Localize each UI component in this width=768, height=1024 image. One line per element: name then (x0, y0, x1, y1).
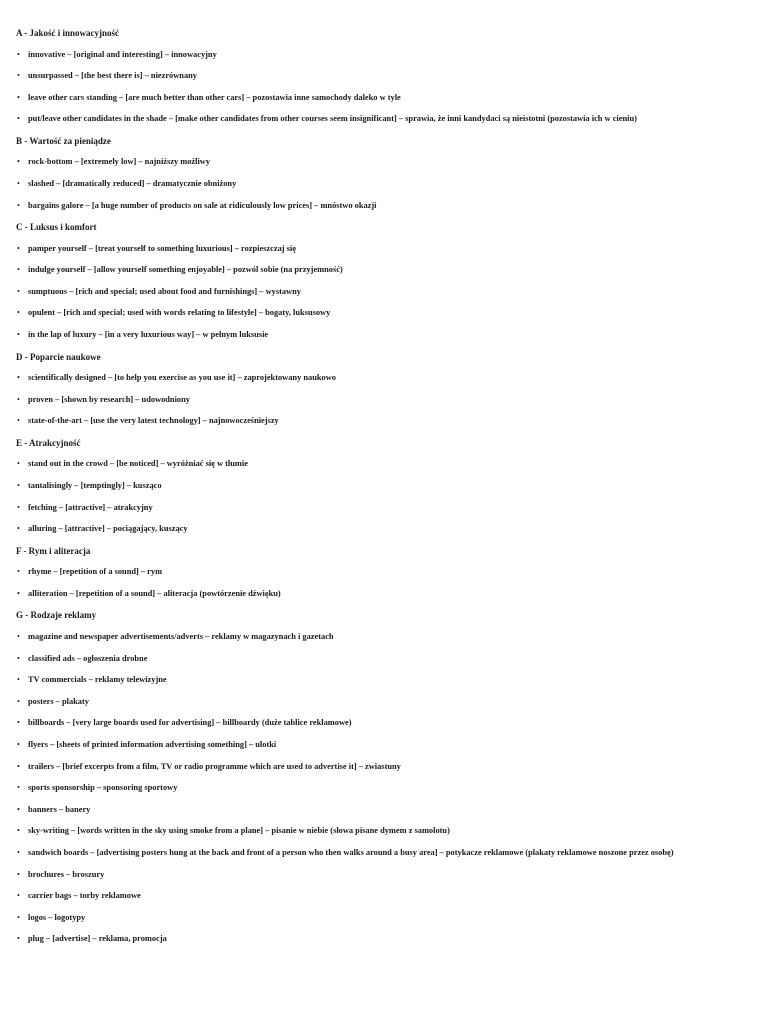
term-list (16, 458, 756, 535)
bullet-icon: • (17, 286, 20, 296)
bullet-icon: • (17, 502, 20, 512)
list-item-text: scientifically designed – [to help you exercise as you use it] – zaprojektowany naukowo (28, 373, 336, 383)
bullet-icon: • (17, 92, 20, 102)
list-item (16, 933, 756, 945)
list-item (16, 912, 756, 924)
list-item (16, 653, 756, 665)
list-item-text: slashed – [dramatically reduced] – dramatycznie obniżony (28, 178, 237, 188)
bullet-icon: • (17, 783, 20, 793)
section-c (16, 221, 756, 341)
section-b (16, 135, 756, 212)
term-list (16, 631, 756, 945)
list-item (16, 588, 756, 600)
list-item-text: state-of-the-art – [use the very latest technology] – najnowocześniejszy (28, 416, 279, 426)
list-item-text: sandwich boards – [advertising posters hung at the back and front of a person who then walks around a busy area] – potykacze reklamowe (plakaty reklamowe noszone przez osobę) (28, 847, 674, 857)
list-item (16, 739, 756, 751)
list-item-text: flyers – [sheets of printed information advertising something] – ulotki (28, 739, 277, 749)
bullet-icon: • (17, 804, 20, 814)
list-item-text: stand out in the crowd – [be noticed] – wyróżniać się w tłumie (28, 459, 248, 469)
list-item-text: sports sponsorship – sponsoring sportowy (28, 783, 178, 793)
list-item (16, 415, 756, 427)
list-item-text: sky-writing – [words written in the sky using smoke from a plane] – pisanie w niebie (słowa pisane dymem z samolotu) (28, 826, 450, 836)
section-heading: D - Poparcie naukowe (16, 351, 101, 362)
bullet-icon: • (17, 869, 20, 879)
list-item-text: unsurpassed – [the best there is] – niezrównany (28, 71, 197, 81)
bullet-icon: • (17, 718, 20, 728)
list-item-text: fetching – [attractive] – atrakcyjny (28, 502, 153, 512)
list-item (16, 49, 756, 61)
list-item-text: rock-bottom – [extremely low] – najniższy możliwy (28, 157, 211, 167)
list-item-text: carrier bags – torby reklamowe (28, 891, 141, 901)
bullet-icon: • (17, 934, 20, 944)
list-item-text: pamper yourself – [treat yourself to something luxurious] – rozpieszczaj się (28, 243, 296, 253)
bullet-icon: • (17, 761, 20, 771)
list-item-text: TV commercials – reklamy telewizyjne (28, 675, 167, 685)
term-list (16, 156, 756, 211)
section-heading: B - Wartość za pieniądze (16, 135, 111, 146)
document-body (16, 27, 756, 955)
bullet-icon: • (17, 481, 20, 490)
list-item-text: innovative – [original and interesting] – innowacyjny (28, 49, 217, 59)
list-item-text: classified ads – ogłoszenia drobne (28, 653, 148, 663)
bullet-icon: • (17, 912, 20, 922)
list-item (16, 696, 756, 708)
list-item (16, 761, 756, 773)
bullet-icon: • (17, 416, 20, 426)
bullet-icon: • (17, 243, 20, 253)
list-item (16, 890, 756, 902)
bullet-icon: • (17, 631, 20, 641)
term-list (16, 49, 756, 126)
bullet-icon: • (17, 696, 20, 706)
list-item-text: banners – banery (28, 804, 91, 814)
list-item-text: trailers – [brief excerpts from a film, TV or radio programme which are used to advertise it] – zwiastuny (28, 761, 401, 771)
bullet-icon: • (17, 675, 20, 685)
list-item (16, 825, 756, 837)
section-g (16, 609, 756, 945)
list-item (16, 804, 756, 816)
list-item-text: alluring – [attractive] – pociągający, kuszący (28, 524, 188, 534)
list-item (16, 329, 756, 341)
bullet-icon: • (17, 524, 20, 534)
list-item-text: opulent – [rich and special; used with words relating to lifestyle] – bogaty, luksusowy (28, 308, 331, 318)
bullet-icon: • (17, 157, 20, 167)
list-item (16, 307, 756, 319)
bullet-icon: • (17, 265, 20, 275)
list-item (16, 394, 756, 406)
list-item (16, 782, 756, 794)
list-item (16, 156, 756, 168)
list-item-text: leave other cars standing – [are much better than other cars] – pozostawia inne samochody daleko w tyle (28, 92, 401, 102)
section-d (16, 351, 756, 428)
section-a (16, 27, 756, 125)
list-item (16, 631, 756, 643)
list-item-text: brochures – broszury (28, 869, 105, 879)
term-list (16, 566, 756, 600)
list-item (16, 717, 756, 729)
bullet-icon: • (17, 567, 20, 577)
list-item-text: plug – [advertise] – reklama, promocja (28, 934, 167, 944)
term-list (16, 372, 756, 427)
list-item (16, 178, 756, 190)
bullet-icon: • (17, 588, 20, 598)
list-item (16, 847, 756, 859)
list-item (16, 200, 756, 212)
term-list (16, 243, 756, 341)
list-item-text: indulge yourself – [allow yourself something enjoyable] – pozwól sobie (na przyjemność) (28, 265, 343, 275)
bullet-icon: • (17, 200, 20, 210)
bullet-icon: • (17, 891, 20, 901)
list-item (16, 264, 756, 276)
list-item (16, 458, 756, 470)
list-item (16, 113, 756, 125)
section-heading: F - Rym i aliteracja (16, 545, 91, 556)
bullet-icon: • (17, 459, 20, 469)
bullet-icon: • (17, 49, 20, 59)
bullet-icon: • (17, 826, 20, 836)
list-item (16, 92, 756, 104)
list-item-text: sumptuous – [rich and special; used about food and furnishings] – wystawny (28, 286, 301, 296)
list-item (16, 566, 756, 578)
list-item-text: billboards – [very large boards used for advertising] – billboardy (duże tablice reklamowe) (28, 718, 352, 728)
bullet-icon: • (17, 373, 20, 383)
list-item-text: logos – logotypy (28, 912, 86, 922)
bullet-icon: • (17, 394, 20, 404)
list-item (16, 502, 756, 514)
list-item (16, 70, 756, 82)
list-item (16, 674, 756, 686)
bullet-icon: • (17, 739, 20, 749)
list-item (16, 869, 756, 881)
list-item-text: magazine and newspaper advertisements/adverts – reklamy w magazynach i gazetach (28, 631, 334, 641)
bullet-icon: • (17, 330, 20, 340)
bullet-icon: • (17, 653, 20, 663)
list-item (16, 372, 756, 384)
list-item (16, 523, 756, 535)
section-heading: C - Luksus i komfort (16, 222, 97, 233)
list-item-text: in the lap of luxury – [in a very luxurious way] – w pełnym luksusie (28, 330, 269, 340)
list-item-text: put/leave other candidates in the shade – [make other candidates from other courses seem insignificant] – sprawia, że inni kandydaci są nieistotni (pozostawia ich w cieniu) (28, 114, 637, 124)
list-item (16, 243, 756, 255)
bullet-icon: • (17, 71, 20, 81)
bullet-icon: • (17, 308, 20, 318)
bullet-icon: • (17, 847, 20, 857)
section-heading: E - Atrakcyjność (16, 437, 81, 448)
list-item (16, 286, 756, 298)
section-f (16, 545, 756, 600)
list-item-text: posters – plakaty (28, 696, 89, 706)
section-heading: G - Rodzaje reklamy (16, 610, 97, 621)
list-item-text: bargains galore – [a huge number of products on sale at ridiculously low prices] – mnóstwo okazji (28, 200, 377, 210)
bullet-icon: • (17, 114, 20, 124)
bullet-icon: • (17, 178, 20, 188)
list-item-text: alliteration – [repetition of a sound] – aliteracja (powtórzenie dźwięku) (28, 588, 281, 598)
list-item-text: proven – [shown by research] – udowodniony (28, 394, 190, 404)
list-item-text: rhyme – [repetition of a sound] – rym (28, 567, 163, 577)
section-heading: A - Jakość i innowacyjność (16, 28, 120, 38)
list-item-text: tantalisingly – [temptingly] – kusząco (28, 481, 162, 490)
section-e (16, 437, 756, 535)
list-item (16, 480, 756, 492)
